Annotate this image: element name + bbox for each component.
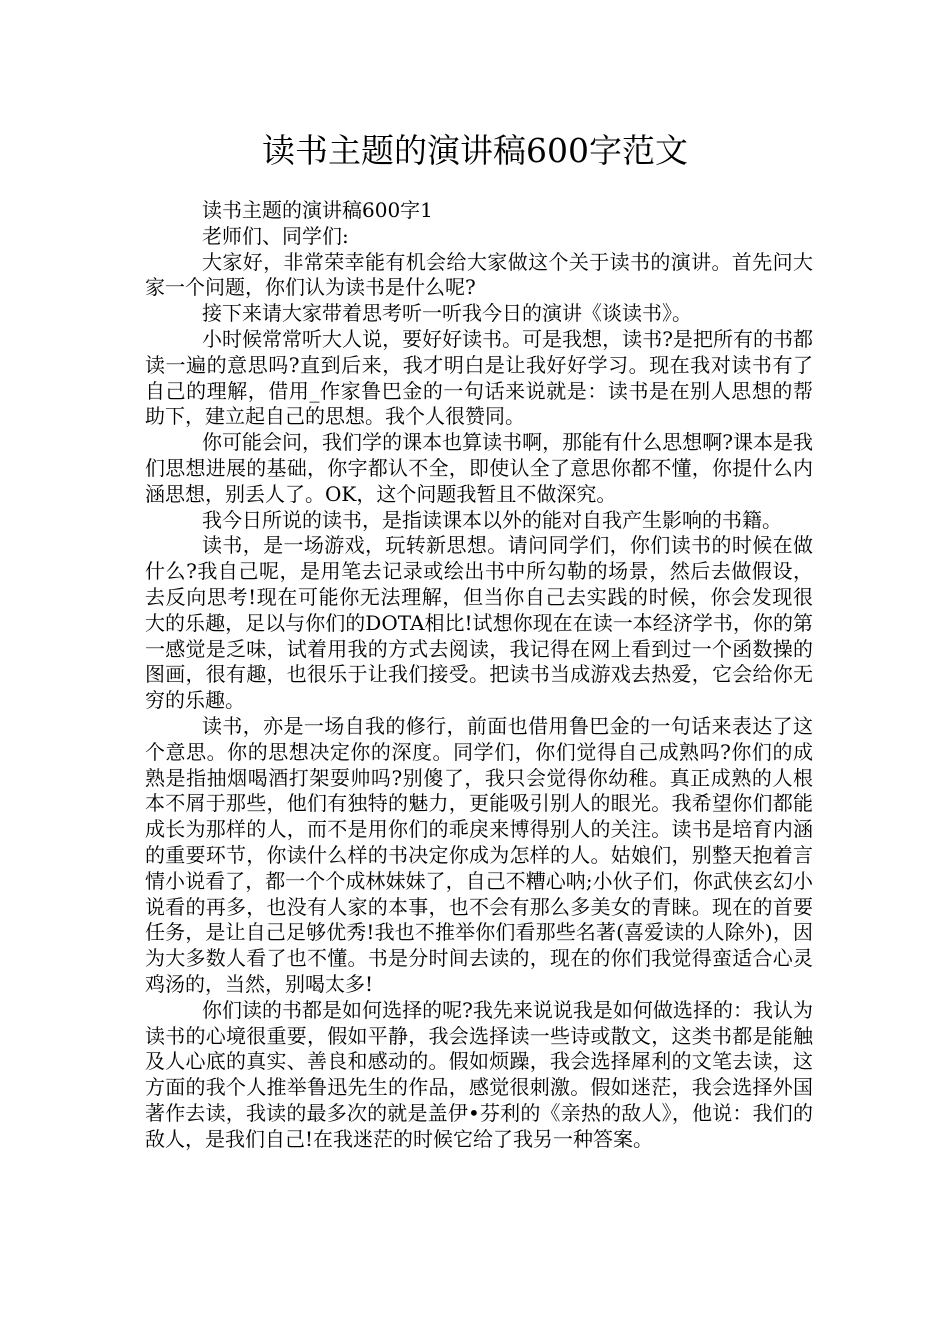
document-body <box>145 198 813 1152</box>
paragraph: 我今日所说的读书，是指读课本以外的能对自我产生影响的书籍。 <box>202 507 782 532</box>
paragraph: 读书，亦是一场自我的修行，前面也借用鲁巴金的一句话来表达了这个意思。你的思想决定你的深度。同学们，你们觉得自己成熟吗?你们的成熟是指抽烟喝酒打架耍帅吗?别傻了，我只会觉得你幼稚。真正成熟的人根本不屑于那些，他们有独特的魅力，更能吸引别人的眼光。我希望你们都能成长为那样的人，而不是用你们的乖戾来博得别人的关注。读书是培育内涵的重要环节，你读什么样的书决定你成为怎样的人。姑娘们，别整天抱着言情小说看了，都一个个成林妹妹了，自己不糟心呐;小伙子们，你武侠玄幻小说看的再多，也没有人家的本事，也不会有那么多美女的青睐。现在的首要任务，是让自己足够优秀!我也不推举你们看那些名著(喜爱读的人除外)，因为大多数人看了也不懂。书是分时间去读的，现在的你们我觉得蛮适合心灵鸡汤的，当然，别喝太多! <box>145 713 813 996</box>
paragraph: 大家好，非常荣幸能有机会给大家做这个关于读书的演讲。首先问大家一个问题，你们认为读书是什么呢? <box>145 249 813 300</box>
paragraph-subtitle: 读书主题的演讲稿600字1 <box>202 198 433 222</box>
paragraph: 读书，是一场游戏，玩转新思想。请问同学们，你们读书的时候在做什么?我自己呢，是用笔去记录或绘出书中所勾勒的场景，然后去做假设，去反向思考!现在可能你无法理解，但当你自己去实践的时候，你会发现很大的乐趣，足以与你们的DOTA相比!试想你现在在读一本经济学书，你的第一感觉是乏味，试着用我的方式去阅读，我记得在网上看到过一个函数操的图画，很有趣，也很乐于让我们接受。把读书当成游戏去热爱，它会给你无穷的乐趣。 <box>145 533 813 713</box>
document-title: 读书主题的演讲稿600字范文 <box>262 131 688 170</box>
paragraph: 小时候常常听大人说，要好好读书。可是我想，读书?是把所有的书都读一遍的意思吗?直到后来，我才明白是让我好好学习。现在我对读书有了自己的理解，借用_作家鲁巴金的一句话来说就是：读书是在别人思想的帮助下，建立起自己的思想。我个人很赞同。 <box>145 326 813 429</box>
paragraph: 接下来请大家带着思考听一听我今日的演讲《谈读书》。 <box>202 301 692 326</box>
paragraph-salutation: 老师们、同学们: <box>202 223 349 248</box>
paragraph: 你可能会问，我们学的课本也算读书啊，那能有什么思想啊?课本是我们思想进展的基础，你字都认不全，即使认全了意思你都不懂，你提什么内涵思想，别丢人了。OK，这个问题我暂且不做深究。 <box>145 430 813 506</box>
paragraph: 你们读的书都是如何选择的呢?我先来说说我是如何做选择的：我认为读书的心境很重要，假如平静，我会选择读一些诗或散文，这类书都是能触及人心底的真实、善良和感动的。假如烦躁，我会选择犀利的文笔去读，这方面的我个人推举鲁迅先生的作品，感觉很刺激。假如迷茫，我会选择外国著作去读，我读的最多次的就是盖伊•芬利的《亲热的敌人》，他说：我们的敌人，是我们自己!在我迷茫的时候它给了我另一种答案。 <box>145 997 813 1151</box>
